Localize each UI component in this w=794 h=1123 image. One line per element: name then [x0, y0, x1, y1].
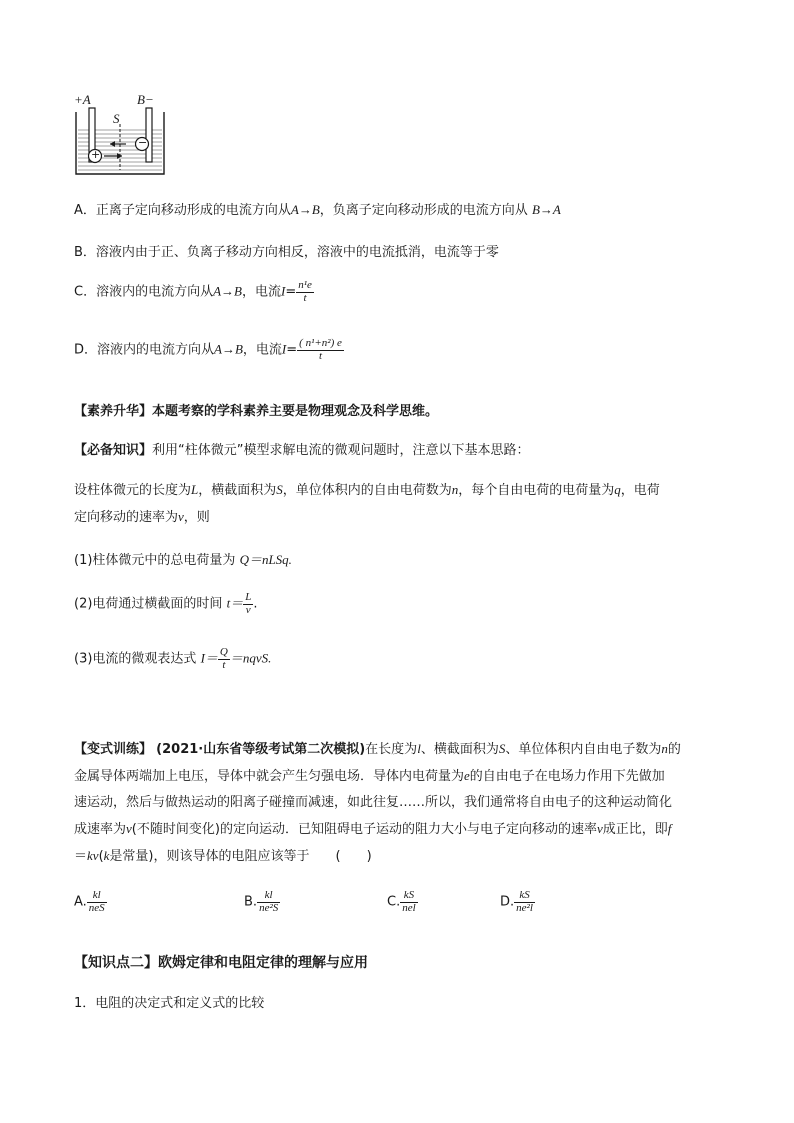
fraction-q-over-t: $\frac{Q}{t}$ [219, 646, 228, 671]
step-2: (2)电荷通过横截面的时间 t＝ $\frac{L}{v}$ . [74, 591, 258, 616]
choice-b[interactable]: B. $\frac{kl}{\text{ne²S}}$ [244, 889, 279, 914]
step-3: (3)电流的微观表达式 I＝ $\frac{Q}{t}$ ＝nqvS. [74, 646, 272, 671]
knowledge-heading: 【必备知识】利用“柱体微元”模型求解电流的微观问题时，注意以下基本思路： [74, 443, 530, 458]
exercise-question: 【变式训练】 (2021·山东省等级考试第二次模拟)在长度为l、横截面积为S、单位体积内自由电子数为n的 金属导体两端加上电压，导体中就会产生匀强电场．导体内电荷量为e的自由电子在电场力作用下先做加 速运动，然后与做热运动的阳离子碰撞而减速，如此往复……所以，我们通常将自由电子的这种运动简化 成速率为v(不随时间变化)的定向运动．已知阻碍电子运动的阻力大小与电子定向移动的速率v成正比，即f ＝kv(k是常量)，则该导体的电阻应该等于 ( ) [74, 741, 681, 864]
fraction-c: $\frac{\text{n¹e}}{t}$ [298, 279, 312, 304]
electrode-b-label: B− [137, 92, 154, 107]
option-d: D．溶液内的电流方向从A→B，电流I= $\frac{\text{( n¹+n²) e}}{t}$ [74, 337, 342, 362]
choice-c[interactable]: C. $\frac{kS}{\text{nel}}$ [387, 889, 416, 914]
section-2-item-1: 1．电阻的决定式和定义式的比较 [74, 996, 265, 1011]
fraction-d: $\frac{\text{( n¹+n²) e}}{t}$ [299, 337, 342, 362]
option-c: C．溶液内的电流方向从A→B，电流I= $\frac{\text{n¹e}}{t}$ [74, 279, 312, 304]
positive-ion-symbol: + [91, 148, 101, 161]
section-2-heading: 【知识点二】欧姆定律和电阻定律的理解与应用 [74, 955, 368, 971]
step-1: (1)柱体微元中的总电荷量为 Q＝nLSq. [74, 552, 292, 568]
fraction-l-over-v: $\frac{L}{v}$ [245, 591, 252, 616]
literacy-note: 【素养升华】本题考察的学科素养主要是物理观念及科学思维。 [74, 404, 439, 419]
knowledge-setup: 设柱体微元的长度为L，横截面积为S，单位体积内的自由电荷数为n，每个自由电荷的电荷量为q，电荷 定向移动的速率为v，则 [74, 482, 660, 525]
choice-a[interactable]: A. $\frac{kl}{\text{neS}}$ [74, 889, 105, 914]
choice-d[interactable]: D. $\frac{kS}{\text{ne²l}}$ [500, 889, 533, 914]
option-b: B．溶液内由于正、负离子移动方向相反，溶液中的电流抵消，电流等于零 [74, 245, 499, 260]
cross-section-label: S [113, 111, 120, 126]
negative-ion-symbol: − [138, 136, 148, 149]
electrode-a-label: +A [74, 92, 91, 107]
option-a: A．正离子定向移动形成的电流方向从A→B，负离子定向移动形成的电流方向从 B→A [74, 202, 561, 218]
